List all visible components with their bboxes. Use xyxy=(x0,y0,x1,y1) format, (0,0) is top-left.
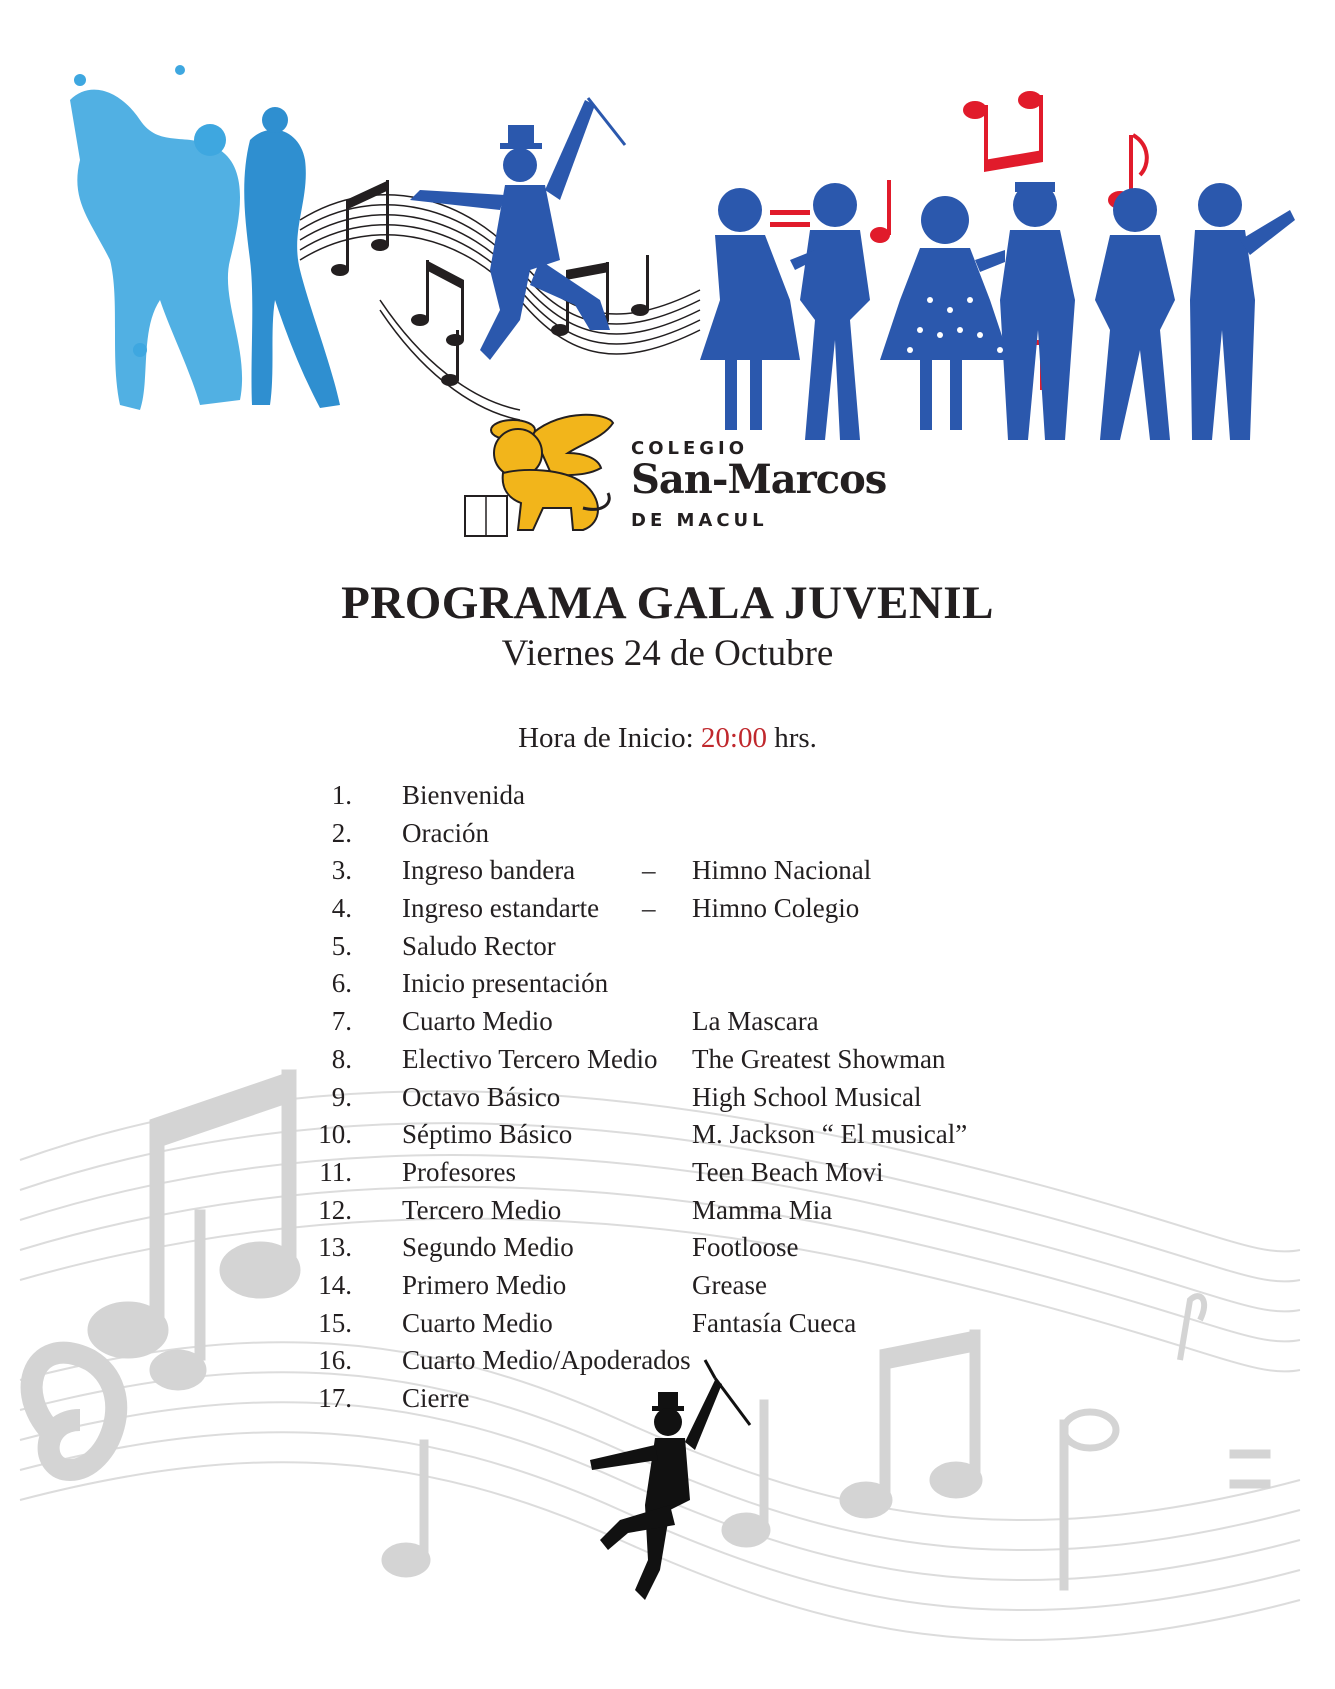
item-number: 13. xyxy=(318,1232,352,1263)
winged-lion-emblem xyxy=(463,408,623,538)
program-title: PROGRAMA GALA JUVENIL xyxy=(341,577,994,629)
chorus-dancers xyxy=(700,182,1295,440)
item-act: Cierre xyxy=(402,1383,470,1413)
item-number: 3. xyxy=(331,855,352,886)
item-act: Séptimo Básico xyxy=(402,1119,573,1150)
item-number: 17. xyxy=(318,1383,352,1413)
item-number: 7. xyxy=(331,1006,352,1037)
school-logo xyxy=(463,408,913,538)
item-work: Himno Colegio xyxy=(692,893,860,924)
item-work: Mamma Mia xyxy=(692,1194,833,1225)
item-number: 16. xyxy=(318,1345,352,1376)
item-act: Ingreso estandarte xyxy=(402,893,600,924)
item-work: Fantasía Cueca xyxy=(692,1307,857,1338)
item-number: 11. xyxy=(319,1156,352,1187)
item-work: The Greatest Showman xyxy=(692,1043,946,1074)
item-act: Profesores xyxy=(402,1156,516,1187)
item-dash: – xyxy=(642,855,656,886)
item-number: 2. xyxy=(331,817,352,848)
splash-dancers xyxy=(70,65,340,410)
program-date: Viernes 24 de Octubre xyxy=(501,633,834,674)
item-work: Himno Nacional xyxy=(692,855,872,886)
item-number: 4. xyxy=(331,893,352,924)
item-act: Tercero Medio xyxy=(402,1194,562,1225)
tophat-dancer xyxy=(410,98,625,360)
start-time-unit: hrs. xyxy=(774,722,817,754)
item-work: Footloose xyxy=(692,1232,799,1263)
black-tophat-dancer xyxy=(590,1360,750,1600)
item-work: La Mascara xyxy=(692,1006,819,1037)
item-work: High School Musical xyxy=(692,1081,922,1112)
item-work: Teen Beach Movi xyxy=(692,1156,884,1187)
logo-college-text: COLEGIO xyxy=(631,438,749,459)
item-act: Inicio presentación xyxy=(402,968,609,999)
item-number: 5. xyxy=(331,930,352,961)
item-work: Grease xyxy=(692,1269,767,1300)
item-number: 6. xyxy=(331,968,352,999)
start-time-value: 20:00 xyxy=(700,722,767,754)
item-act: Cuarto Medio/Apoderados xyxy=(402,1345,691,1376)
item-work: M. Jackson “ El musical” xyxy=(692,1119,968,1150)
item-act: Ingreso bandera xyxy=(402,855,576,886)
item-act: Octavo Básico xyxy=(402,1081,561,1112)
start-time-line xyxy=(0,722,1335,755)
item-number: 12. xyxy=(318,1194,352,1225)
logo-place-text: DE MACUL xyxy=(631,510,768,531)
item-number: 9. xyxy=(331,1081,352,1112)
item-act: Cuarto Medio xyxy=(402,1006,553,1037)
logo-school-name: San-Marcos xyxy=(631,456,887,503)
item-act: Electivo Tercero Medio xyxy=(402,1043,658,1074)
item-number: 15. xyxy=(318,1307,352,1338)
start-time-label: Hora de Inicio: xyxy=(518,722,694,754)
item-number: 10. xyxy=(318,1119,352,1150)
item-act: Bienvenida xyxy=(402,780,525,810)
item-act: Saludo Rector xyxy=(402,930,556,961)
item-dash: – xyxy=(642,893,656,924)
item-act: Primero Medio xyxy=(402,1269,567,1300)
item-number: 14. xyxy=(318,1269,352,1300)
item-act: Oración xyxy=(402,817,489,848)
item-number: 8. xyxy=(331,1043,352,1074)
item-act: Segundo Medio xyxy=(402,1232,574,1263)
item-act: Cuarto Medio xyxy=(402,1307,553,1338)
item-number: 1. xyxy=(331,780,352,810)
